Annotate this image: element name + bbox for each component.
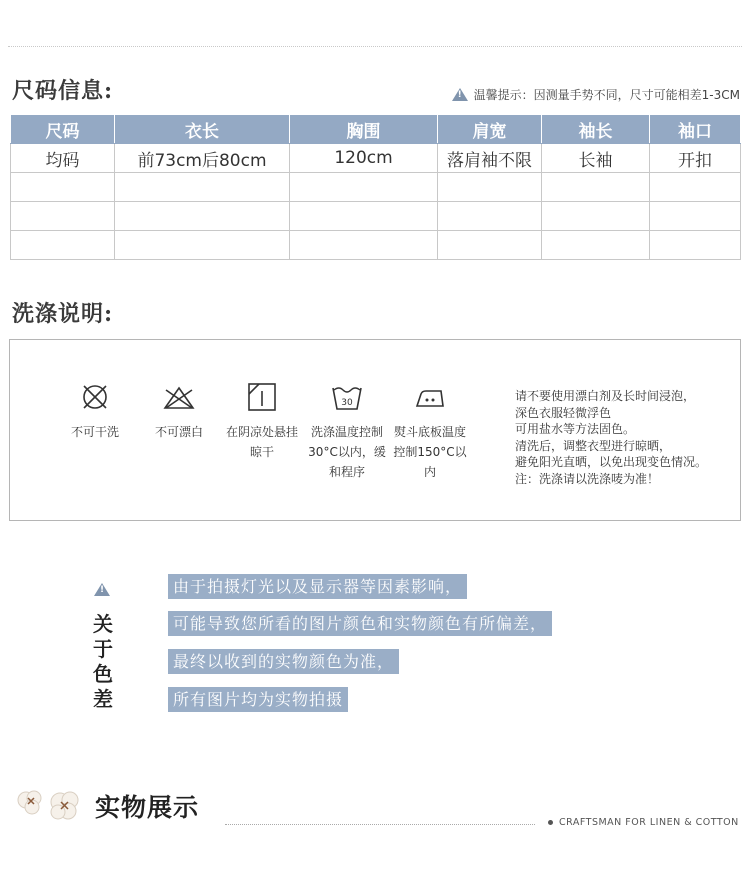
table-row [11, 231, 741, 260]
wash-item-wash-30 [307, 382, 387, 482]
color-note-line: 可能导致您所看的图片颜色和实物颜色有所偏差， [168, 611, 552, 636]
wash-item-label: 洗涤温度控制30°C以内，缓和程序 [308, 425, 386, 479]
wash-note-line: 清洗后，调整衣型进行晾晒， [515, 438, 672, 453]
no-bleach-icon [162, 382, 196, 412]
wash-item-line-dry [222, 382, 302, 462]
table-cell: 长袖 [542, 144, 650, 173]
table-cell [290, 173, 438, 202]
bullet-icon [548, 820, 553, 825]
color-note-line: 最终以收到的实物颜色为准， [168, 649, 399, 674]
table-cell [290, 202, 438, 231]
table-cell [650, 202, 741, 231]
size-tip-text: 温馨提示：因测量手势不同，尺寸可能相差1-3CM [473, 88, 740, 102]
table-cell [542, 173, 650, 202]
table-cell [11, 202, 115, 231]
wash-note-line: 注：洗涤请以洗涤唛为准！ [515, 471, 660, 486]
header-size: 尺码 [11, 115, 115, 144]
wash-note-line: 避免阳光直晒，以免出现变色情况。 [515, 455, 708, 469]
color-note-line: 由于拍摄灯光以及显示器等因素影响， [168, 574, 467, 599]
header-sleeve: 袖长 [542, 115, 650, 144]
wash-item-iron [390, 382, 470, 482]
table-cell [438, 173, 542, 202]
header-length: 衣长 [115, 115, 290, 144]
brand-tagline [548, 817, 739, 828]
table-cell [115, 173, 290, 202]
size-table-header [11, 115, 741, 144]
table-cell [115, 202, 290, 231]
size-section-title: 尺码信息: [12, 78, 114, 104]
table-cell [438, 231, 542, 260]
table-cell [11, 231, 115, 260]
top-divider [8, 46, 742, 47]
cotton-flower-icon [12, 786, 84, 822]
table-cell [438, 202, 542, 231]
no-dry-clean-icon [80, 382, 110, 412]
color-section-title [88, 612, 118, 712]
wash-30-icon [331, 382, 363, 412]
wash-item-label: 熨斗底板温度控制150°C以内 [393, 425, 467, 479]
wash-note-line: 可用盐水等方法固色。 [515, 422, 636, 436]
show-divider [225, 824, 535, 825]
table-cell: 前73cm后80cm [115, 144, 290, 173]
wash-item-label: 不可漂白 [154, 425, 203, 439]
header-shoulder: 肩宽 [438, 115, 542, 144]
warning-icon [452, 88, 468, 101]
wash-item-label: 在阴凉处悬挂晾干 [225, 425, 298, 459]
table-cell [290, 231, 438, 260]
wash-item-no-dry-clean [55, 382, 135, 442]
wash-temp-text: 30 [341, 398, 353, 408]
iron-icon [413, 382, 447, 412]
header-cuff: 袖口 [650, 115, 741, 144]
color-note-line: 所有图片均为实物拍摄 [168, 687, 348, 712]
table-cell: 120cm [290, 144, 438, 173]
line-dry-shade-icon [247, 382, 277, 412]
table-row [11, 144, 741, 173]
table-row [11, 202, 741, 231]
size-tip [452, 86, 740, 103]
wash-note-line: 深色衣服轻微浮色 [515, 405, 612, 420]
wash-note-line: 请不要使用漂白剂及长时间浸泡， [515, 389, 696, 403]
warning-icon [94, 583, 110, 596]
wash-section-title: 洗涤说明: [12, 301, 114, 327]
wash-notes [515, 388, 735, 487]
table-cell [542, 202, 650, 231]
table-cell [650, 173, 741, 202]
table-cell: 均码 [11, 144, 115, 173]
show-section-title: 实物展示 [95, 793, 200, 822]
wash-box [9, 339, 741, 521]
size-table [10, 114, 741, 260]
wash-item-no-bleach [139, 382, 219, 442]
table-cell [542, 231, 650, 260]
table-cell [115, 231, 290, 260]
table-cell: 落肩袖不限 [438, 144, 542, 173]
tagline-text: CRAFTSMAN FOR LINEN & COTTON [559, 817, 739, 828]
table-row [11, 173, 741, 202]
table-cell [650, 231, 741, 260]
color-title-text: 关 于 色 差 [93, 612, 113, 711]
header-chest: 胸围 [290, 115, 438, 144]
wash-item-label: 不可干洗 [70, 425, 119, 439]
table-cell: 开扣 [650, 144, 741, 173]
table-cell [11, 173, 115, 202]
